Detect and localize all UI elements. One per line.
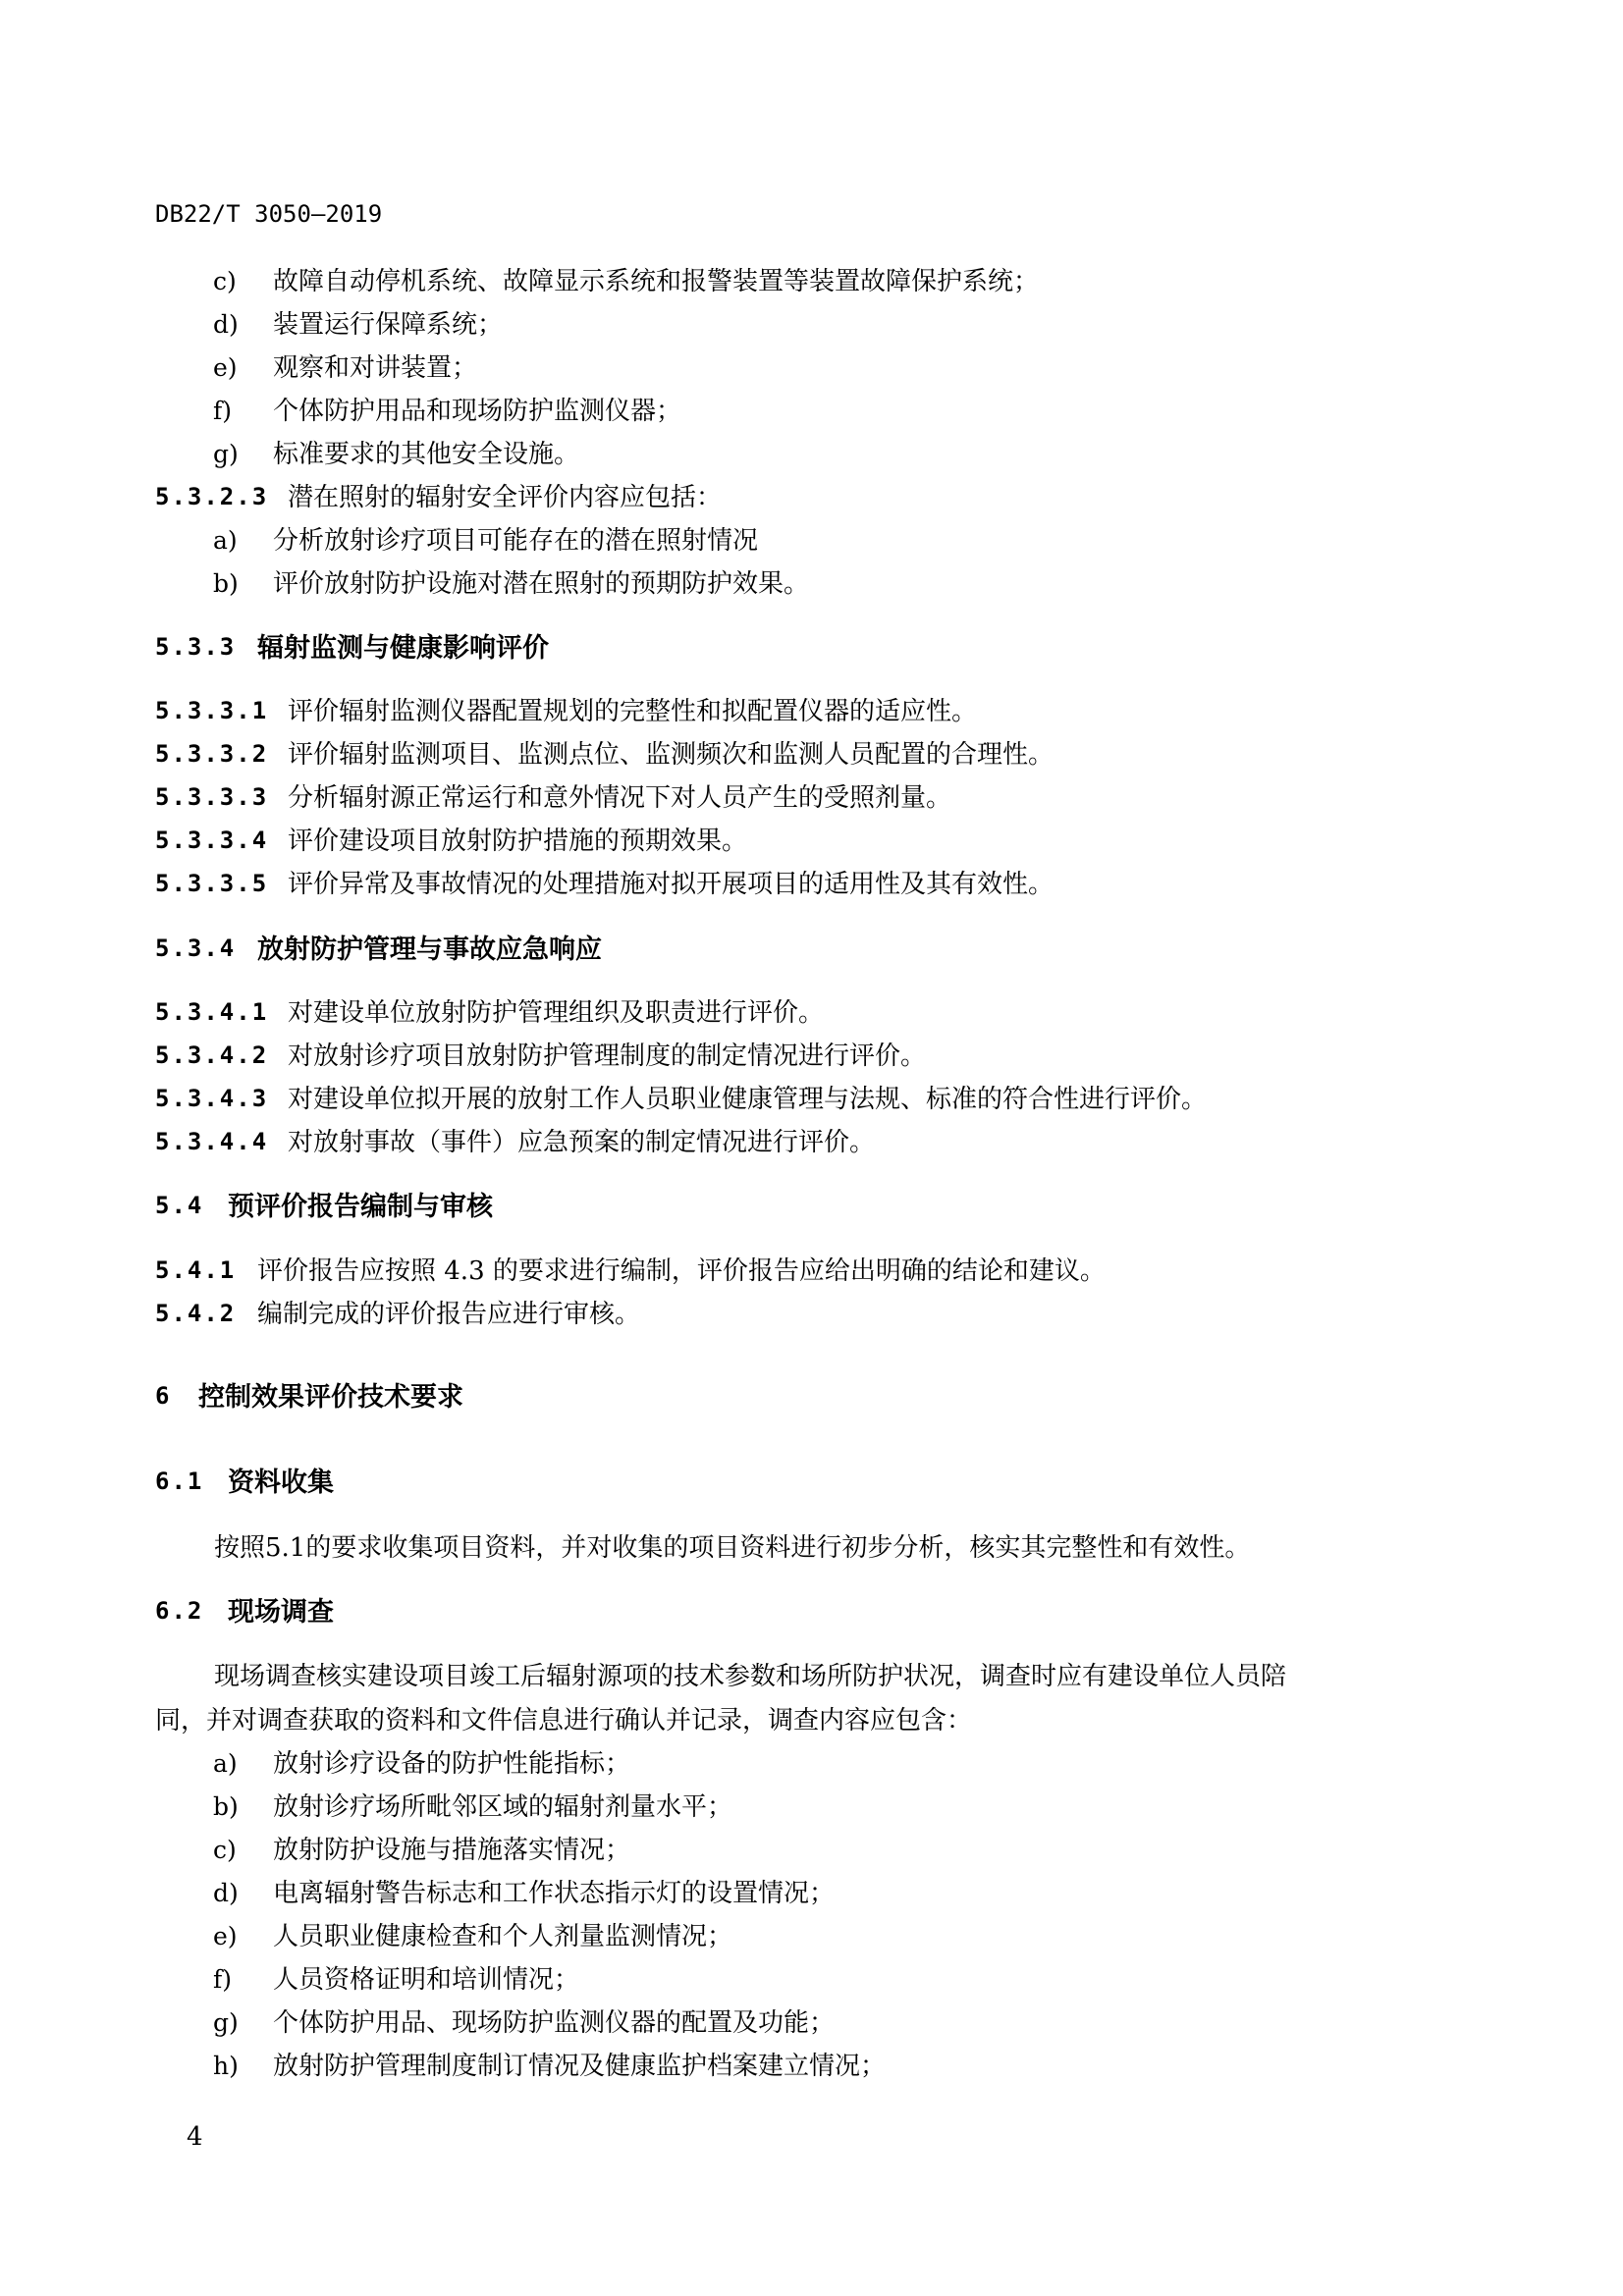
- paragraph-6-2-line-2: 同，并对调查获取的资料和文件信息进行确认并记录，调查内容应包含：: [155, 1706, 973, 1735]
- list-marker: h): [213, 2052, 239, 2080]
- list-text: 电离辐射警告标志和工作状态指示灯的设置情况；: [273, 1879, 836, 1908]
- list-text: 评价放射防护设施对潜在照射的预期防护效果。: [273, 569, 810, 599]
- heading-number: 6.1: [155, 1468, 204, 1495]
- clause-text: 对建设单位放射防护管理组织及职责进行评价。: [288, 998, 825, 1028]
- clause-text: 对放射诊疗项目放射防护管理制度的制定情况进行评价。: [288, 1041, 927, 1071]
- clause-number: 5.3.3.3: [155, 783, 269, 811]
- clause-number: 5.3.4.1: [155, 998, 269, 1026]
- list-marker: e): [213, 1922, 238, 1950]
- heading-text: 现场调查: [228, 1597, 334, 1628]
- clause-number: 5.3.3.1: [155, 697, 269, 724]
- heading-text: 辐射监测与健康影响评价: [257, 633, 549, 664]
- paragraph-6-1: 按照5.1的要求收集项目资料，并对收集的项目资料进行初步分析，核实其完整性和有效性。: [214, 1533, 1251, 1563]
- list-marker: d): [213, 1879, 239, 1907]
- list-marker: g): [213, 440, 239, 468]
- clause-text: 对放射事故（事件）应急预案的制定情况进行评价。: [288, 1128, 876, 1157]
- heading-text: 放射防护管理与事故应急响应: [257, 934, 602, 965]
- list-text: 人员职业健康检查和个人剂量监测情况；: [273, 1922, 733, 1951]
- list-marker: g): [213, 2008, 239, 2037]
- clause-number: 5.3.3.2: [155, 740, 269, 768]
- list-text: 个体防护用品、现场防护监测仪器的配置及功能；: [273, 2008, 836, 2038]
- list-text: 标准要求的其他安全设施。: [273, 440, 580, 469]
- clause-text: 对建设单位拟开展的放射工作人员职业健康管理与法规、标准的符合性进行评价。: [288, 1085, 1208, 1114]
- clause-text: 潜在照射的辐射安全评价内容应包括：: [288, 483, 723, 512]
- list-marker: b): [213, 569, 239, 598]
- clause-number: 5.3.3.5: [155, 870, 269, 897]
- list-text: 人员资格证明和培训情况；: [273, 1965, 580, 1995]
- list-text: 分析放射诊疗项目可能存在的潜在照射情况: [273, 526, 759, 556]
- clause-number: 5.3.4.4: [155, 1128, 269, 1155]
- clause-text: 编制完成的评价报告应进行审核。: [257, 1300, 641, 1329]
- clause-number: 5.4.1: [155, 1256, 237, 1284]
- list-marker: e): [213, 353, 238, 382]
- clause-text: 评价辐射监测仪器配置规划的完整性和拟配置仪器的适应性。: [288, 697, 978, 726]
- clause-number: 5.4.2: [155, 1300, 237, 1327]
- heading-text: 资料收集: [228, 1468, 334, 1498]
- clause-number: 5.3.3.4: [155, 827, 269, 854]
- heading-text: 控制效果评价技术要求: [198, 1382, 463, 1413]
- paragraph-6-2-line-1: 现场调查核实建设项目竣工后辐射源项的技术参数和场所防护状况，调查时应有建设单位人员陪: [214, 1662, 1287, 1691]
- list-marker: b): [213, 1792, 239, 1821]
- page-number: 4: [187, 2122, 203, 2152]
- list-marker: f): [213, 397, 233, 425]
- heading-number: 5.4: [155, 1192, 204, 1219]
- list-marker: d): [213, 310, 239, 339]
- clause-number: 5.3.4.2: [155, 1041, 269, 1069]
- heading-number: 5.3.3: [155, 633, 237, 661]
- list-text: 故障自动停机系统、故障显示系统和报警装置等装置故障保护系统；: [273, 267, 1040, 296]
- list-text: 放射诊疗场所毗邻区域的辐射剂量水平；: [273, 1792, 733, 1822]
- heading-number: 5.3.4: [155, 934, 237, 962]
- list-marker: c): [213, 267, 237, 295]
- list-text: 放射防护管理制度制订情况及健康监护档案建立情况；: [273, 2052, 887, 2081]
- list-text: 放射防护设施与措施落实情况；: [273, 1836, 631, 1865]
- clause-text: 评价异常及事故情况的处理措施对拟开展项目的适用性及其有效性。: [288, 870, 1055, 899]
- clause-text: 分析辐射源正常运行和意外情况下对人员产生的受照剂量。: [288, 783, 952, 813]
- heading-number: 6: [155, 1382, 172, 1410]
- list-text: 观察和对讲装置；: [273, 353, 478, 383]
- list-marker: a): [213, 1749, 238, 1778]
- document-header: DB22/T 3050—2019: [155, 200, 383, 228]
- list-text: 装置运行保障系统；: [273, 310, 504, 340]
- clause-number: 5.3.4.3: [155, 1085, 269, 1112]
- clause-text: 评价建设项目放射防护措施的预期效果。: [288, 827, 748, 856]
- heading-number: 6.2: [155, 1597, 204, 1625]
- clause-text: 评价报告应按照 4.3 的要求进行编制，评价报告应给出明确的结论和建议。: [257, 1256, 1106, 1286]
- clause-number: 5.3.2.3: [155, 483, 269, 510]
- list-marker: c): [213, 1836, 237, 1864]
- list-text: 放射诊疗设备的防护性能指标；: [273, 1749, 631, 1779]
- heading-text: 预评价报告编制与审核: [228, 1192, 493, 1222]
- list-marker: f): [213, 1965, 233, 1994]
- list-marker: a): [213, 526, 238, 555]
- list-text: 个体防护用品和现场防护监测仪器；: [273, 397, 682, 426]
- clause-text: 评价辐射监测项目、监测点位、监测频次和监测人员配置的合理性。: [288, 740, 1055, 770]
